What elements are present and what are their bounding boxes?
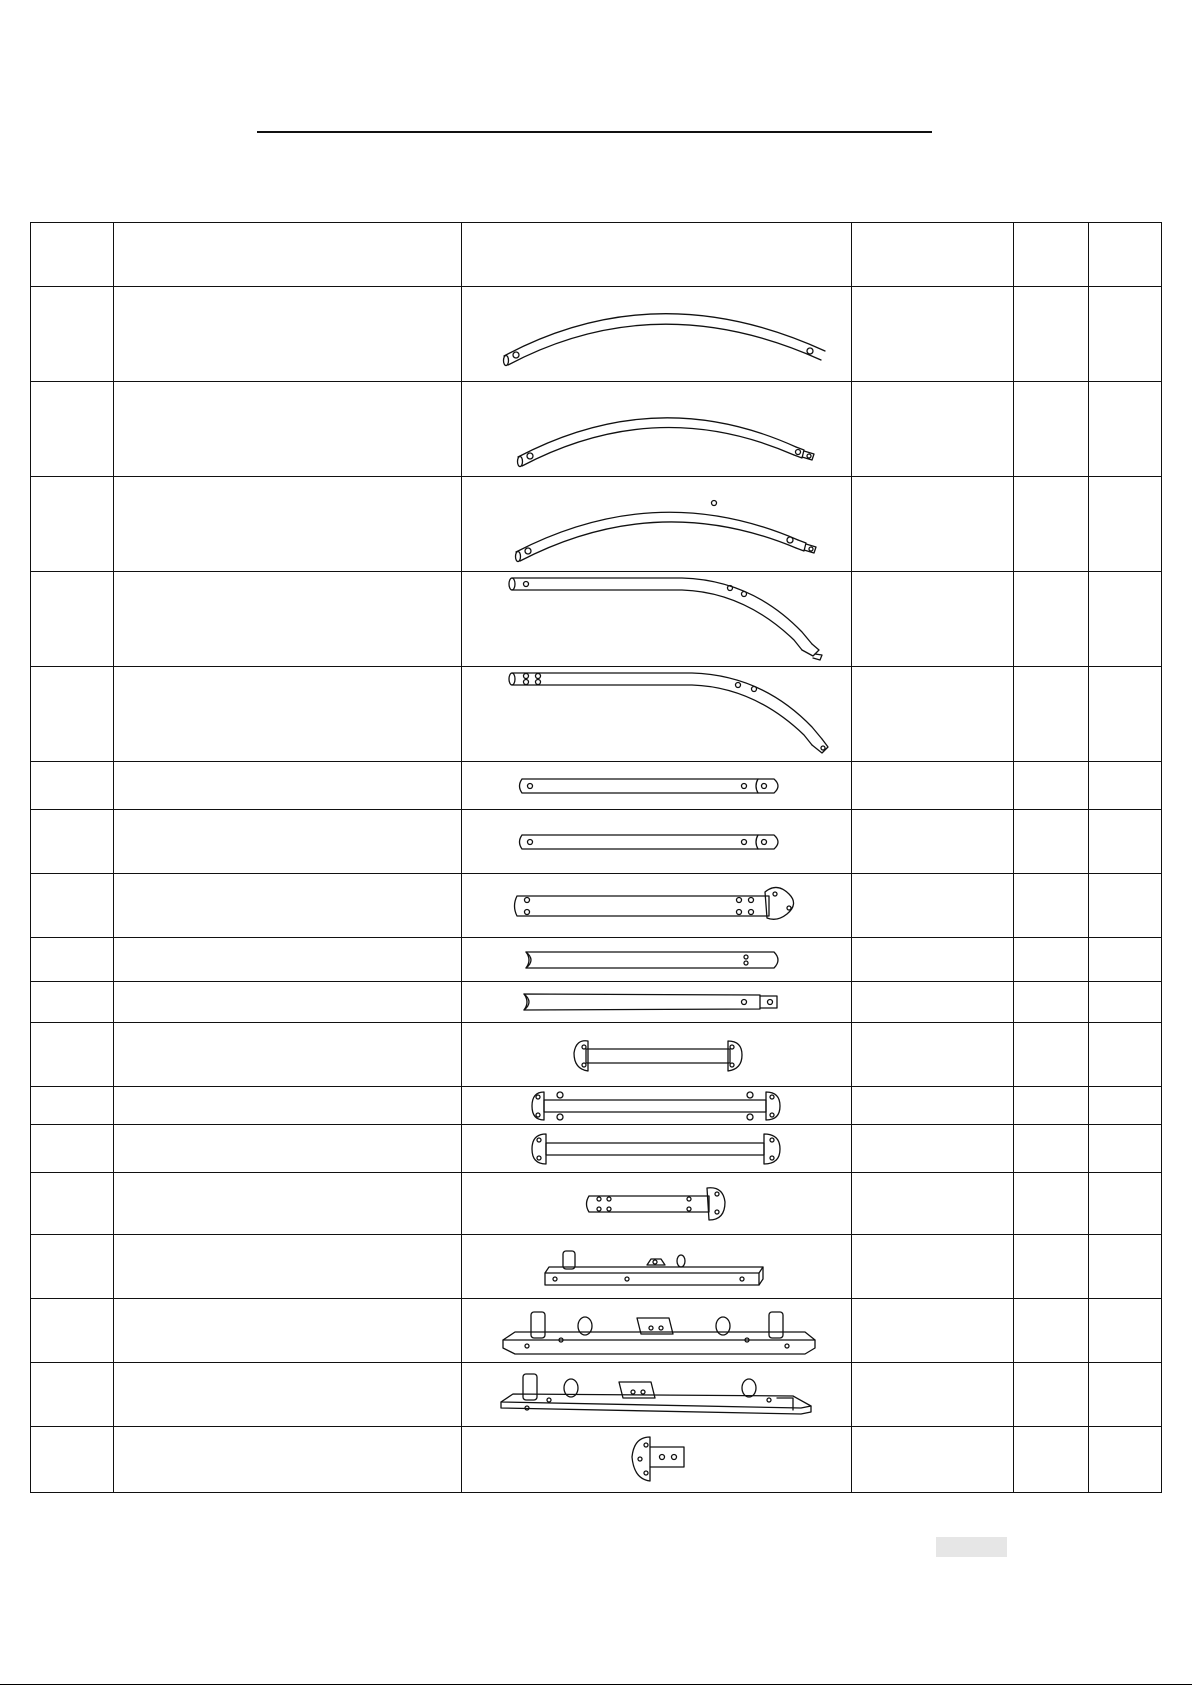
header-cell: [462, 223, 852, 287]
table-row: [31, 982, 1162, 1023]
straight-tube-illustration: [512, 775, 802, 797]
table-row: [31, 1363, 1162, 1427]
header-cell: [1014, 223, 1089, 287]
header-cell: [31, 223, 114, 287]
arc-tube-swaged-end-illustration: [482, 389, 832, 469]
parts-list-table: [30, 222, 1162, 1493]
table-row: [31, 1299, 1162, 1363]
table-row: [31, 810, 1162, 874]
table-row: [31, 382, 1162, 477]
base-rail-two-posts-illustration: [497, 1304, 817, 1358]
straight-tube-illustration: [512, 831, 802, 853]
table-row: [31, 1173, 1162, 1235]
header-cell: [114, 223, 462, 287]
table-row: [31, 938, 1162, 982]
tube-two-brackets-holes-illustration: [522, 1089, 792, 1123]
page-number-box: [936, 1537, 1007, 1557]
table-row: [31, 1087, 1162, 1125]
header-cell: [852, 223, 1014, 287]
table-row: [31, 1023, 1162, 1087]
table-row: [31, 667, 1162, 762]
arc-tube-long-illustration: [482, 294, 832, 374]
table-row: [31, 572, 1162, 667]
table-row: [31, 1427, 1162, 1493]
table-row: [31, 477, 1162, 572]
tube-notched-end-flat-tab-illustration: [512, 991, 802, 1013]
arc-tube-swaged-end-extra-hole-illustration: [482, 484, 832, 564]
curved-side-tube-multi-hole-illustration: [482, 669, 832, 759]
table-row: [31, 874, 1162, 938]
table-header-row: [31, 223, 1162, 287]
table-row: [31, 1125, 1162, 1173]
title-underline: [257, 131, 932, 133]
header-cell: [1089, 223, 1162, 287]
base-rail-short-illustration: [537, 1245, 777, 1289]
short-tube-one-bracket-illustration: [577, 1184, 737, 1224]
tube-two-brackets-illustration: [522, 1132, 792, 1166]
tube-with-end-bracket-illustration: [507, 886, 807, 926]
table-row: [31, 287, 1162, 382]
table-row: [31, 762, 1162, 810]
tube-notched-end-illustration: [512, 949, 802, 971]
short-tube-two-brackets-illustration: [562, 1035, 752, 1075]
curved-side-tube-illustration: [482, 574, 832, 664]
base-rail-one-post-illustration: [497, 1368, 817, 1422]
bracket-plate-illustration: [622, 1435, 692, 1485]
table-row: [31, 1235, 1162, 1299]
